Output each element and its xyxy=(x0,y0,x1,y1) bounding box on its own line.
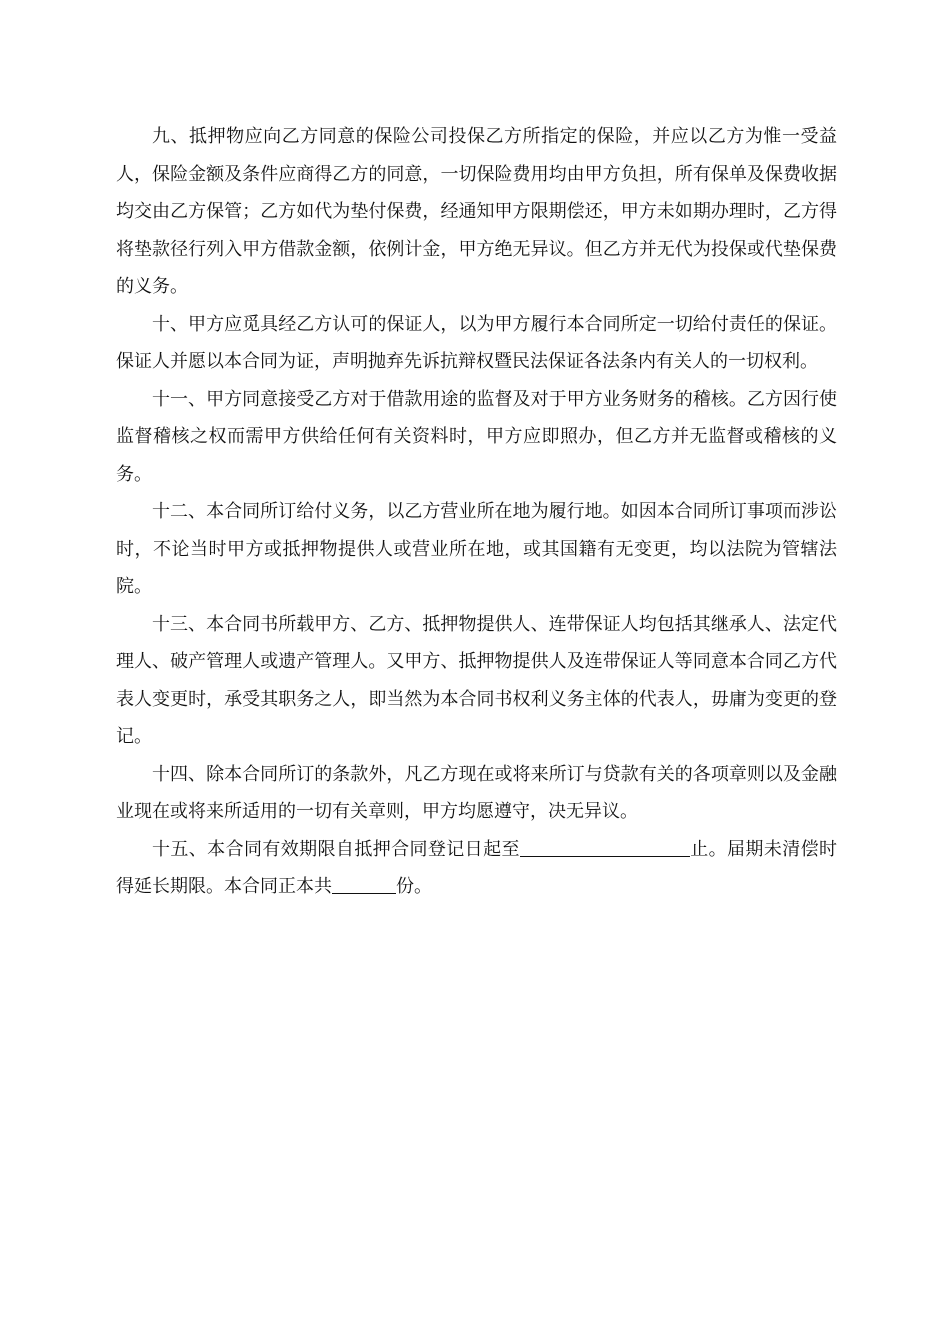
copies-count-blank[interactable] xyxy=(332,873,396,894)
clause-14: 十四、除本合同所订的条款外，凡乙方现在或将来所订与贷款有关的各项章则以及金融业现在或将来所适用的一切有关章则，甲方均愿遵守，决无异议。 xyxy=(116,763,837,822)
clause-15-part2: 止。届期未清偿时得延长期限。本合同正本共 xyxy=(116,838,838,897)
clause-11: 十一、甲方同意接受乙方对于借款用途的监督及对于甲方业务财务的稽核。乙方因行使监督稽核之权而需甲方供给任何有关资料时，甲方应即照办，但乙方并无监督或稽核的义务。 xyxy=(116,388,837,485)
clause-9: 九、抵押物应向乙方同意的保险公司投保乙方所指定的保险，并应以乙方为惟一受益人，保险金额及条件应商得乙方的同意，一切保险费用均由甲方负担，所有保单及保费收据均交由乙方保管；乙方如代为垫付保费，经通知甲方限期偿还，甲方未如期办理时，乙方得将垫款径行列入甲方借款金额，依例计金，甲方绝无异议。但乙方并无代为投保或代垫保费的义务。 xyxy=(116,126,837,297)
end-date-blank[interactable] xyxy=(520,836,690,857)
clause-15-part1: 十五、本合同有效期限自抵押合同登记日起至 xyxy=(152,838,520,860)
clause-13: 十三、本合同书所载甲方、乙方、抵押物提供人、连带保证人均包括其继承人、法定代理人、破产管理人或遗产管理人。又甲方、抵押物提供人及连带保证人等同意本合同乙方代表人变更时，承受其职务之人，即当然为本合同书权利义务主体的代表人，毋庸为变更的登记。 xyxy=(116,613,837,747)
clause-12: 十二、本合同所订给付义务，以乙方营业所在地为履行地。如因本合同所订事项而涉讼时，不论当时甲方或抵押物提供人或营业所在地，或其国籍有无变更，均以法院为管辖法院。 xyxy=(116,501,837,597)
clause-10: 十、甲方应觅具经乙方认可的保证人，以为甲方履行本合同所定一切给付责任的保证。保证人并愿以本合同为证，声明抛弃先诉抗辩权暨民法保证各法条内有关人的一切权利。 xyxy=(116,313,837,372)
contract-body xyxy=(116,118,837,906)
clause-15 xyxy=(116,831,837,906)
clause-15-part3: 份。 xyxy=(396,876,432,897)
